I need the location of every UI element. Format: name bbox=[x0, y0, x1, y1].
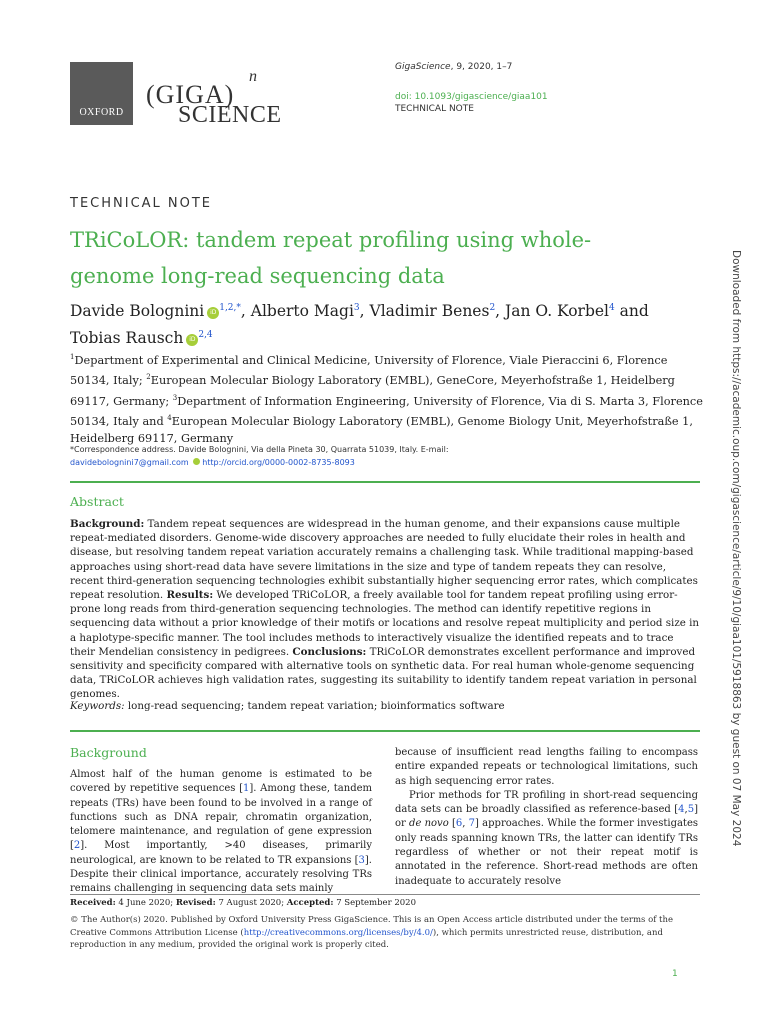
affiliation-text: Department of Information Engineering, University of Florence, Via di S. Marta 3, Florence 50134, Italy and bbox=[70, 394, 703, 428]
oxford-logo-text: OXFORD bbox=[79, 107, 124, 118]
license-post: ), which permits unrestricted reuse, distribution, and reproduction in any medium, provided the original work is properly cited. bbox=[70, 927, 663, 950]
body-text: , bbox=[462, 818, 469, 830]
background-paragraph-2 bbox=[395, 789, 698, 889]
orcid-icon bbox=[193, 458, 200, 465]
body-divider bbox=[70, 730, 700, 732]
citation-link[interactable]: 2 bbox=[73, 840, 81, 852]
journal-issue: , 9, 2020, 1–7 bbox=[450, 62, 513, 72]
author-separator: , bbox=[359, 302, 370, 321]
body-text: ] or bbox=[395, 804, 698, 830]
page-number: 1 bbox=[672, 969, 678, 979]
article-title: TRiCoLOR: tandem repeat profiling using whole-genome long-read sequencing data bbox=[70, 228, 592, 288]
abstract-background-label: Background: bbox=[70, 518, 145, 530]
author-affiliation-marker[interactable]: 2 bbox=[489, 303, 496, 313]
background-right-column bbox=[395, 746, 698, 889]
revised-label: Revised: bbox=[175, 898, 216, 908]
keywords-text: long-read sequencing; tandem repeat variation; bioinformatics software bbox=[124, 700, 505, 712]
correspondence-text: *Correspondence address. Davide Bolognini, Via della Pineta 30, Quarrata 51039, Italy. E-mail: bbox=[70, 445, 449, 454]
affiliations bbox=[70, 349, 710, 448]
citation-link[interactable]: 7 bbox=[468, 818, 476, 830]
keywords bbox=[70, 699, 700, 713]
abstract-body bbox=[70, 517, 700, 702]
author-affiliation-marker[interactable]: 3 bbox=[353, 303, 360, 313]
license-link[interactable]: http://creativecommons.org/licenses/by/4.0/ bbox=[243, 927, 433, 938]
body-text: Almost half of the human genome is estimated to be covered by repetitive sequences [ bbox=[70, 769, 372, 795]
giga-logo-line1: (GIGA) bbox=[146, 80, 235, 109]
received-date: 4 June 2020; bbox=[115, 898, 176, 908]
body-text: ]. Most importantly, >40 diseases, primarily neurological, are known to be related to TR expansions [ bbox=[70, 840, 372, 866]
giga-logo-line2: SCIENCE bbox=[178, 102, 282, 128]
author-list bbox=[70, 296, 690, 350]
affiliation-number: 1 bbox=[70, 353, 75, 361]
citation-link[interactable]: 1 bbox=[243, 783, 250, 795]
author-separator: , bbox=[240, 302, 251, 321]
abstract-results-text: We developed TRiCoLOR, a freely available tool for tandem repeat profiling using error-prone long reads from third-generation sequencing technologies. The method can identify repetitive regions in sequencing data without a prior knowledge of their motifs or locations and resolve repeat multiplicity and period size in a haplotype-specific manner. The tool includes methods to interactively visualize the identified repeats and to trace their Mendelian consistency in pedigrees. bbox=[70, 589, 700, 658]
orcid-icon[interactable]: iD bbox=[186, 334, 198, 346]
doi-link[interactable]: doi: 10.1093/gigascience/giaa101 bbox=[395, 92, 548, 102]
body-text: ]. Among these, tandem repeats (TRs) have been found to be involved in a range of functions such as DNA repair, chromatin organization, telomere maintenance, and regulation of gene expression [ bbox=[70, 783, 373, 852]
orcid-link[interactable]: http://orcid.org/0000-0002-8735-8093 bbox=[202, 458, 355, 467]
abstract-conclusions-label: Conclusions: bbox=[292, 645, 367, 658]
journal-reference bbox=[395, 62, 512, 72]
keywords-label: Keywords: bbox=[70, 700, 125, 712]
dates-divider bbox=[70, 894, 700, 895]
article-type: TECHNICAL NOTE bbox=[395, 104, 474, 114]
abstract-divider bbox=[70, 481, 700, 483]
author-separator: , bbox=[495, 302, 506, 321]
abstract-conclusions-text: TRiCoLOR demonstrates excellent performance and improved sensitivity and specificity compared with alternative tools on synthetic data. For real human whole-genome sequencing data, TRiCoLOR achieves high validation rates, suggesting its suitability to identify tandem repeat variation in personal genomes. bbox=[70, 645, 697, 701]
license-statement bbox=[70, 914, 700, 952]
accepted-date: 7 September 2020 bbox=[333, 898, 416, 908]
email-link[interactable]: davidebolognini7@gmail.com bbox=[70, 458, 189, 467]
license-pre: © The Author(s) 2020. Published by Oxford University Press GigaScience. This is an Open Access article distributed under the terms of the Creative Commons Attribution License ( bbox=[70, 915, 673, 938]
giga-logo-sup: n bbox=[249, 68, 257, 85]
citation-link[interactable]: 5 bbox=[687, 804, 695, 816]
citation-link[interactable]: 3 bbox=[358, 854, 365, 866]
accepted-label: Accepted: bbox=[286, 898, 334, 908]
gigascience-logo bbox=[146, 68, 286, 130]
journal-name: GigaScience bbox=[395, 62, 451, 72]
author-separator: and bbox=[614, 302, 649, 321]
body-text: ]. Despite their clinical importance, accurately resolving TRs remains challenging in sequencing data sets mainly bbox=[70, 854, 372, 895]
author-affiliation-marker[interactable]: 1,2,* bbox=[219, 303, 241, 313]
orcid-icon[interactable]: iD bbox=[207, 307, 219, 319]
affiliation-number: 2 bbox=[146, 373, 151, 382]
background-paragraph-1-end: because of insufficient read lengths failing to encompass entire expanded repeats or technological limitations, such as high sequencing error rates. bbox=[395, 747, 698, 787]
affiliation-text: European Molecular Biology Laboratory (EMBL), Genome Biology Unit, Meyerhofstraße 1, Heidelberg 69117, Germany bbox=[70, 414, 693, 446]
author-name: Jan O. Korbel bbox=[505, 302, 610, 321]
body-text: , bbox=[684, 804, 688, 816]
abstract-heading: Abstract bbox=[70, 494, 124, 509]
affiliation-number: 4 bbox=[167, 413, 172, 422]
abstract-results-label: Results: bbox=[166, 589, 214, 602]
affiliation-text: Department of Experimental and Clinical Medicine, University of Florence, Viale Pieraccini 6, Florence 50134, Italy; bbox=[70, 353, 668, 388]
author-name: Alberto Magi bbox=[250, 302, 354, 321]
article-dates bbox=[70, 898, 416, 908]
correspondence bbox=[70, 443, 710, 469]
revised-date: 7 August 2020; bbox=[215, 898, 287, 908]
author-affiliation-marker[interactable]: 2,4 bbox=[198, 330, 213, 341]
affiliation-text: European Molecular Biology Laboratory (EMBL), GeneCore, Meyerhofstraße 1, Heidelberg 69117, Germany; bbox=[70, 374, 675, 408]
body-text: [ bbox=[448, 818, 456, 830]
author-name: Vladimir Benes bbox=[369, 302, 490, 321]
author-name: Tobias Rausch bbox=[70, 329, 184, 348]
citation-link[interactable]: 4 bbox=[678, 804, 685, 816]
background-heading: Background bbox=[70, 745, 147, 760]
author-affiliation-marker[interactable]: 4 bbox=[609, 303, 615, 313]
abstract-background-text: Tandem repeat sequences are widespread in the human genome, and their expansions cause multiple repeat-mediated disorders. Genome-wide discovery approaches are needed to fully elucidate their roles in health and disease, but resolving tandem repeat variation accurately remains a challenging task. While traditional mapping-based approaches using short-read data have severe limitations in the size and type of tandem repeats they can resolve, recent third-generation sequencing technologies exhibit substantially higher sequencing error rates, which complicates repeat resolution. bbox=[70, 518, 698, 602]
body-text: Prior methods for TR profiling in short-read sequencing data sets can be broadly classified as reference-based [ bbox=[395, 789, 698, 816]
received-label: Received: bbox=[70, 898, 116, 908]
section-label: TECHNICAL NOTE bbox=[70, 196, 213, 211]
download-watermark: Downloaded from https://academic.oup.com/gigascience/article/9/10/giaa101/5918863 by guest on 07 May 2024 bbox=[730, 250, 742, 847]
italic-text: de novo bbox=[409, 818, 449, 830]
affiliation-number: 3 bbox=[172, 393, 178, 402]
author-name: Davide Bolognini bbox=[70, 302, 205, 321]
body-text: ] approaches. While the former investigates only reads spanning known TRs, the latter can identify TRs regardless of whether or not their repeat motif is annotated in the reference. Short-read methods are often inadequate to accurately resolve bbox=[395, 818, 698, 887]
background-left-column bbox=[70, 768, 372, 897]
oxford-logo bbox=[70, 62, 133, 125]
citation-link[interactable]: 6 bbox=[455, 818, 463, 830]
